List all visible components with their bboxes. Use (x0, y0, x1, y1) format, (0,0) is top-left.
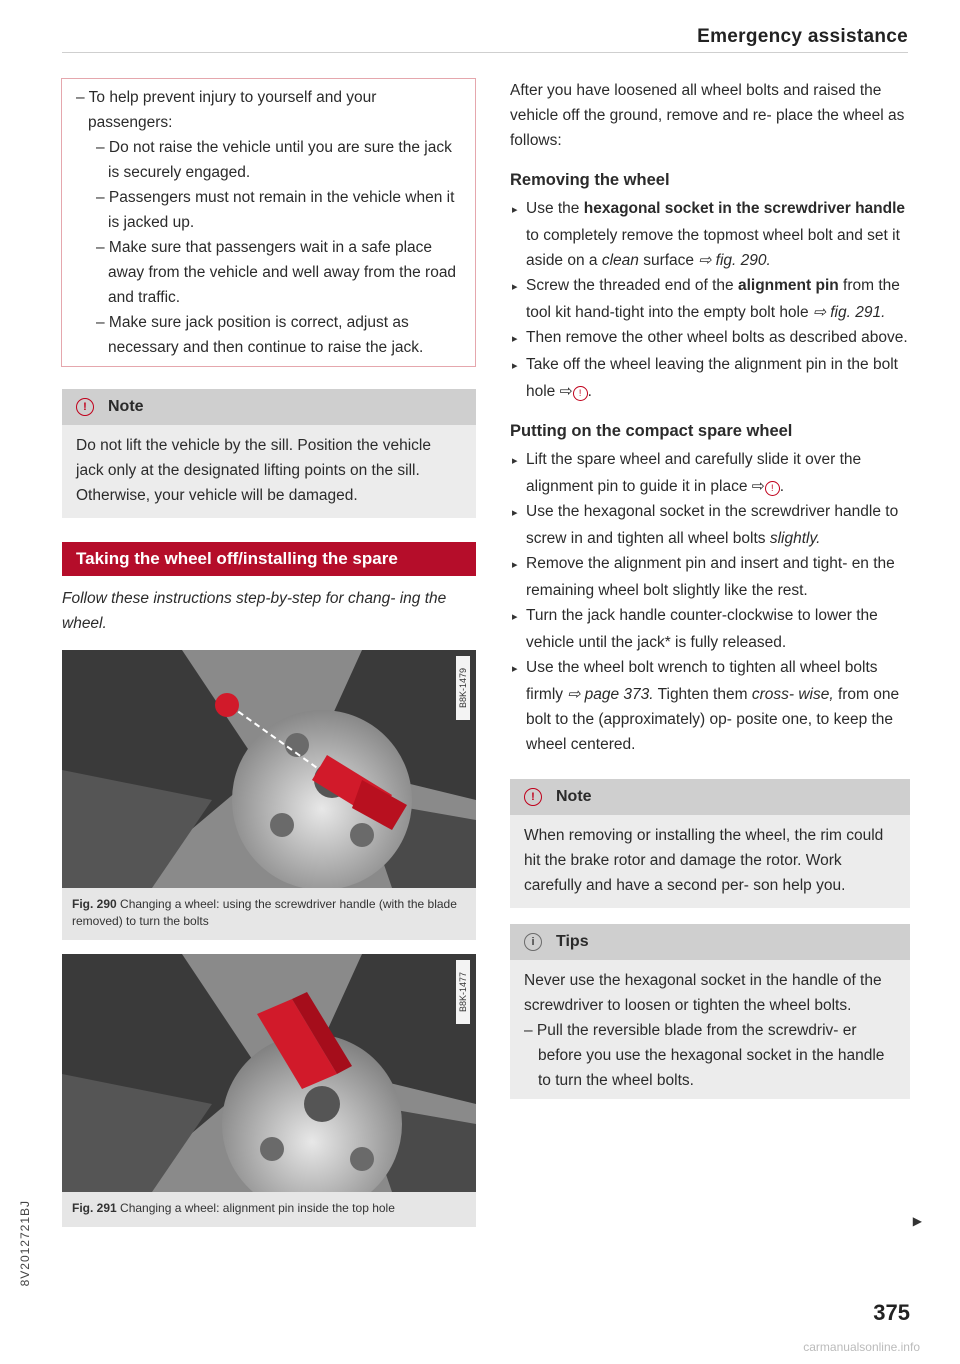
page-number: 375 (873, 1300, 910, 1325)
list-item: ▸ Screw the threaded end of the alignment pin from the tool kit hand-tight into the empty bolt hole ⇨ fig. 291. (510, 273, 910, 325)
fig-link[interactable]: ⇨ fig. 290. (698, 252, 771, 269)
wheel-illustration-svg (62, 954, 476, 1192)
figure-caption-text: Changing a wheel: using the screwdriver handle (with the blade removed) to turn the bolts (72, 897, 457, 928)
putting-heading: Putting on the compact spare wheel (510, 422, 793, 440)
exclamation-circle-icon: ! (524, 788, 542, 806)
fig-link[interactable]: ⇨ fig. 291. (812, 304, 886, 321)
figure-code: B8K-1477 (456, 960, 470, 1024)
tips-box (510, 924, 910, 1099)
page-header-title: Emergency assistance (697, 26, 908, 47)
tips-item: – Pull the reversible blade from the screwdriv- er before you use the hexagonal socket in the handle to turn the wheel bolts. (524, 1022, 885, 1089)
wheel-screwdriver-illustration (62, 650, 476, 888)
continue-arrow-icon: ▶ (912, 1214, 922, 1228)
warning-item: – Make sure that passengers wait in a safe place away from the vehicle and well away from the road and traffic. (96, 239, 457, 306)
figure-label: Fig. 291 (72, 1201, 117, 1215)
figure-290 (62, 650, 476, 940)
note-text: When removing or installing the wheel, the rim could hit the brake rotor and damage the rotor. Work carefully and have a second per- son help you. (524, 827, 884, 894)
left-column (62, 78, 476, 1227)
warning-item: – Make sure jack position is correct, adjust as necessary and then continue to raise the jack. (96, 314, 424, 356)
list-item: ▸ Then remove the other wheel bolts as described above. (510, 325, 910, 352)
note-header (510, 779, 910, 815)
list-item: ▸ Turn the jack handle counter-clockwise to lower the vehicle until the jack* is fully released. (510, 603, 910, 655)
warning-box (61, 78, 476, 367)
exclamation-circle-icon: ! (76, 398, 94, 416)
tips-text: Never use the hexagonal socket in the handle of the screwdriver to loosen or tighten the wheel bolts. (524, 972, 882, 1014)
exclamation-circle-icon[interactable]: ! (765, 481, 780, 496)
warning-item: – Do not raise the vehicle until you are sure the jack is securely engaged. (96, 139, 452, 181)
page-link[interactable]: ⇨ page 373. (567, 686, 654, 703)
tips-label: Tips (556, 933, 589, 950)
list-item: ▸ Use the hexagonal socket in the screwdriver handle to completely remove the topmost wheel bolt and set it aside on a clean surface ⇨ fig. 290. (510, 196, 910, 273)
note-text: Do not lift the vehicle by the sill. Position the vehicle jack only at the designated lifting points on the sill. Otherwise, your vehicle will be damaged. (76, 437, 431, 504)
figure-label: Fig. 290 (72, 897, 117, 911)
section-intro: Follow these instructions step-by-step for chang- ing the wheel. (62, 590, 447, 632)
figure-caption (62, 888, 476, 940)
info-circle-icon: i (524, 933, 542, 951)
header-divider (62, 52, 908, 53)
note-label: Note (556, 788, 592, 805)
list-item: ▸ Take off the wheel leaving the alignment pin in the bolt hole ⇨ ! . (510, 352, 910, 404)
watermark: carmanualsonline.info (803, 1340, 920, 1354)
note-box (510, 779, 910, 908)
figure-caption-text: Changing a wheel: alignment pin inside the top hole (120, 1201, 395, 1215)
tips-header (510, 924, 910, 960)
figure-caption (62, 1192, 476, 1227)
document-code: 8V2012721BJ (18, 1200, 32, 1287)
note-label: Note (108, 398, 144, 415)
list-item: ▸ Lift the spare wheel and carefully slide it over the alignment pin to guide it in place ⇨ ! . (510, 447, 910, 499)
exclamation-circle-icon[interactable]: ! (573, 386, 588, 401)
right-column (510, 78, 910, 1099)
wheel-illustration-svg (62, 650, 476, 888)
right-intro: After you have loosened all wheel bolts and raised the vehicle off the ground, remove and re- place the wheel as follows: (510, 82, 905, 149)
warning-intro: – To help prevent injury to yourself and your passengers: (76, 89, 377, 131)
warning-item: – Passengers must not remain in the vehicle when it is jacked up. (96, 189, 455, 231)
figure-code: B8K-1479 (456, 656, 470, 720)
list-item: ▸ Remove the alignment pin and insert and tight- en the remaining wheel bolt slightly like the rest. (510, 551, 910, 603)
list-item: ▸ Use the wheel bolt wrench to tighten all wheel bolts firmly ⇨ page 373. Tighten them cross- wise, from one bolt to the (approximately) op- posite one, to keep the wheel centered. (510, 655, 910, 757)
figure-291 (62, 954, 476, 1227)
removing-heading: Removing the wheel (510, 171, 670, 189)
wheel-alignment-pin-illustration (62, 954, 476, 1192)
note-header (62, 389, 476, 425)
note-box (62, 389, 476, 518)
section-title: Taking the wheel off/installing the spare (62, 542, 476, 576)
list-item: ▸ Use the hexagonal socket in the screwdriver handle to screw in and tighten all wheel bolts slightly. (510, 499, 910, 551)
